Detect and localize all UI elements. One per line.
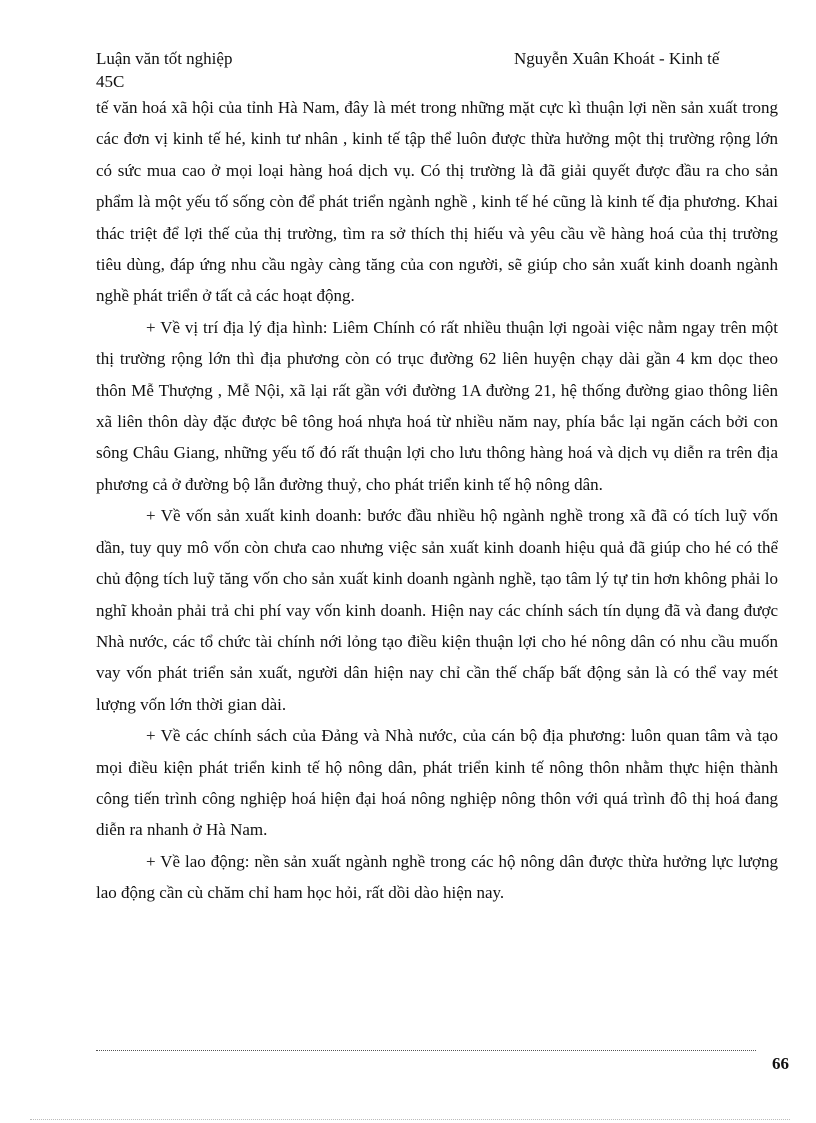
paragraph-policy: + Về các chính sách của Đảng và Nhà nước, của cán bộ địa phương: luôn quan tâm và tạo mọi điều kiện phát triển kinh tế hộ nông dân, phát triển kinh tế nông thôn nhằm thực hiện thành công tiến trình công nghiệp hoá hiện đại hoá nông nghiệp nông thôn với quá trình đô thị hoá đang diễn ra nhanh ở Hà Nam. bbox=[96, 726, 778, 840]
paragraph-labor: + Về lao động: nền sản xuất ngành nghề trong các hộ nông dân được thừa hưởng lực lượng lao động cần cù chăm chỉ ham học hỏi, rất dồi dào hiện nay. bbox=[96, 851, 778, 903]
header-author: Nguyễn Xuân Khoát - Kinh tế bbox=[514, 49, 720, 68]
page-bottom-edge bbox=[30, 1119, 790, 1120]
document-body bbox=[96, 92, 778, 909]
paragraph-capital: + Về vốn sản xuất kinh doanh: bước đầu nhiều hộ ngành nghề trong xã đã có tích luỹ vốn dần, tuy quy mô vốn còn chưa cao nhưng việc sản xuất kinh doanh hiệu quả đã giúp cho hé có thể chủ động tích luỹ tăng vốn cho sản xuất kinh doanh ngành nghề, tạo tâm lý tự tin hơn không phải lo nghĩ khoản phải trả chi phí vay vốn kinh doanh. Hiện nay các chính sách tín dụng đã và đang được Nhà nước, các tổ chức tài chính nới lỏng tạo điều kiện thuận lợi cho hé nông dân có nhu cầu muốn vay vốn phát triển sản xuất, người dân hiện nay chỉ cần thế chấp bất động sản là có thể vay mét lượng vốn lớn thời gian dài. bbox=[96, 506, 778, 714]
page-number: 66 bbox=[772, 1054, 789, 1073]
paragraph-market: tế văn hoá xã hội của tỉnh Hà Nam, đây là mét trong những mặt cực kì thuận lợi nền sản xuất trong các đơn vị kinh tế hé, kinh tư nhân , kinh tế tập thể luôn được thừa hưởng một thị trường rộng lớn có sức mua cao ở mọi loại hàng hoá dịch vụ. Có thị trường là đã giải quyết được đầu ra cho sản phẩm là một yếu tố sống còn để phát triển ngành nghề , kinh tế hé cũng là kinh tế địa phương. Khai thác triệt để lợi thế của thị trường, tìm ra sở thích thị hiếu và yêu cầu về hàng hoá của thị trường tiêu dùng, đáp ứng nhu cầu ngày càng tăng của con người, sẽ giúp cho sản xuất kinh doanh ngành nghề phát triển ở tất cả các hoạt động. bbox=[96, 98, 778, 306]
paragraph-geography: + Về vị trí địa lý địa hình: Liêm Chính có rất nhiều thuận lợi ngoài việc nằm ngay trên một thị trường rộng lớn thì địa phương còn có trục đường 62 liên huyện chạy dài gần 4 km dọc theo thôn Mễ Thượng , Mễ Nội, xã lại rất gần với đường 1A đường 21, hệ thống đường giao thông liên xã liên thôn dày đặc được bê tông hoá nhựa hoá từ nhiều năm nay, phía bắc lại ngăn cách bởi con sông Châu Giang, những yếu tố đó rất thuận lợi cho lưu thông hàng hoá và dịch vụ diễn ra trên địa phương cả ở đường bộ lẫn đường thuỷ, cho phát triển kinh tế hộ nông dân. bbox=[96, 317, 778, 494]
footer-divider bbox=[96, 1050, 756, 1051]
header-class-code: 45C bbox=[96, 72, 125, 91]
header-thesis-label: Luận văn tốt nghiệp bbox=[96, 49, 233, 68]
